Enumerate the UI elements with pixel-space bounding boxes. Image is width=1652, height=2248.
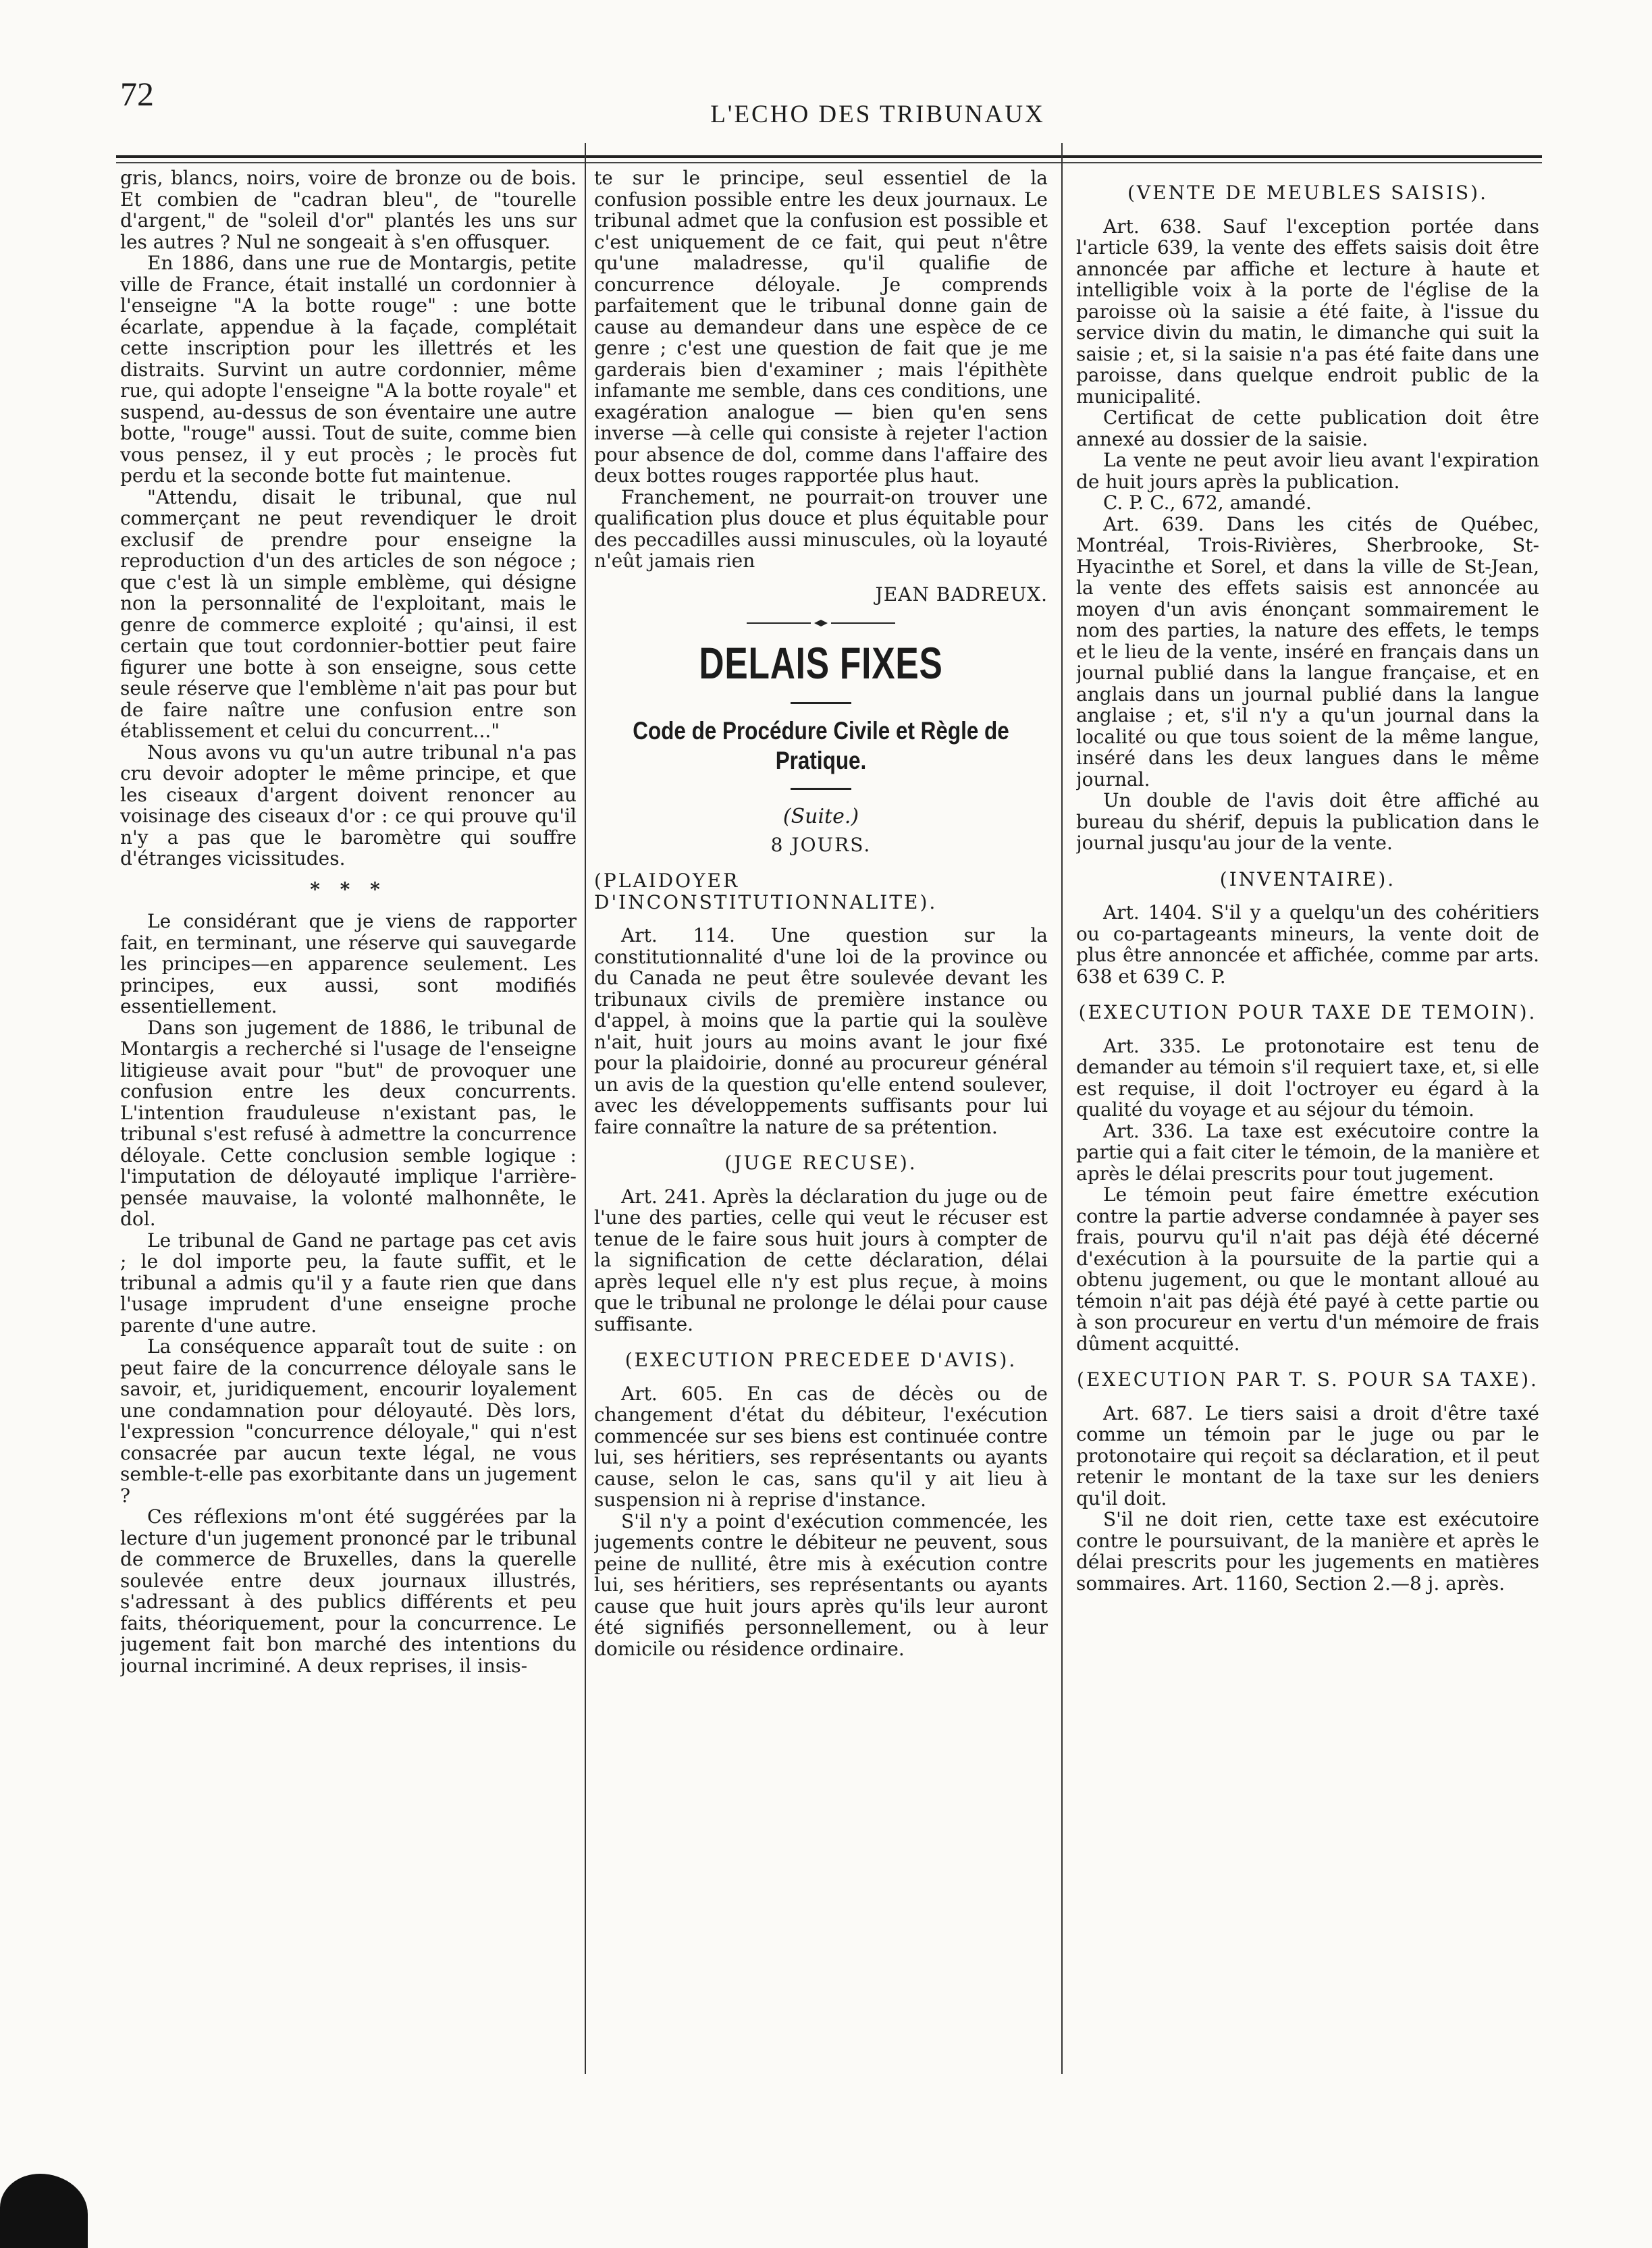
ornament-divider	[747, 618, 895, 628]
subsection-heading: (EXECUTION POUR TAXE DE TEMOIN).	[1078, 1001, 1537, 1023]
column-divider-2	[1061, 143, 1063, 2074]
article-continued: Un double de l'avis doit être affiché au bureau du shérif, depuis la publication dans le journal jusqu'au jour de la vente.	[1076, 789, 1539, 854]
article-continued: S'il n'y a point d'exécution commencée, les jugements contre le débiteur ne peuvent, sous peine de nullité, être mis à exécution contre lui, ses héritiers, ses représentants ou ayants cause que huit jours après qu'ils leur auront été signifiés personnellement, ou à leur domicile ou résidence ordinaire.	[594, 1509, 1048, 1660]
article: Art. 605. En cas de décès ou de changement d'état du débiteur, l'exécution commencée sur ses biens est continuée contre lui, ses héritiers, ses représentants ou ayants cause, selon le cas, sans qu'il y ait lieu à suspension ni à reprise d'instance.	[594, 1382, 1048, 1511]
delay-heading: 8 JOURS.	[770, 833, 872, 856]
column-divider-1	[585, 143, 586, 2074]
article: Art. 335. Le protonotaire est tenu de demander au témoin s'il requiert taxe, et, si elle est requise, il doit l'octroyer eu égard à la qualité du voyage et au séjour du témoin.	[1076, 1034, 1539, 1121]
paragraph: Ces réflexions m'ont été suggérées par la lecture d'un jugement prononcé par le tribunal de commerce de Bruxelles, dans la querelle soulevée entre deux journaux illustrés, s'adressant à des publics différents et peu faits, théoriquement, pour la concurrence. Le jugement fait bon marché des intentions du journal incriminé. A deux reprises, il insis-	[120, 1505, 577, 1677]
subtitle-rule	[791, 788, 851, 790]
article: Art. 241. Après la déclaration du juge ou de l'une des parties, celle qui veut le récuser est tenue de le faire sous huit jours à compter de la signification de cette déclaration, délai après lequel elle n'y est plus reçue, à moins que le tribunal ne prolonge le délai pour cause suffisante.	[594, 1185, 1048, 1335]
subsection-heading: (EXECUTION PAR T. S. POUR SA TAXE).	[1077, 1368, 1539, 1391]
column-middle	[594, 167, 1048, 2105]
article-continued: Le témoin peut faire émettre exécution contre la partie adverse condamnée à payer ses frais, pourvu qu'il n'ait pas déjà été décerné d'exécution à la poursuite de la partie qui a obtenu jugement, ou que le montant alloué au témoin n'ait pas déjà été payé à cette partie ou à son procureur en vertu d'un mémoire de frais dûment acquitté.	[1076, 1183, 1539, 1355]
author-signature: JEAN BADREUX.	[875, 583, 1048, 606]
subsection-heading: (INVENTAIRE).	[1219, 867, 1396, 890]
paragraph: gris, blancs, noirs, voire de bronze ou de bois. Et combien de "cadran bleu", de "tourelle d'argent," de "soleil d'or" plantés les uns sur les autres ? Nul ne songeait à s'en offusquer.	[120, 167, 577, 253]
article: Art. 1404. S'il y a quelqu'un des cohéritiers ou co-partageants mineurs, la vente doit de plus être annoncée et affichée, comme par arts. 638 et 639 C. P.	[1076, 901, 1539, 988]
paragraph: Dans son jugement de 1886, le tribunal de Montargis a recherché si l'usage de l'enseigne litigieuse avait pour "but" de provoquer une confusion entre les deux concurrents. L'intention frauduleuse n'existant pas, le tribunal s'est refusé à admettre la concurrence déloyale. Cette conclusion semble logique : l'imputation de déloyauté implique l'arrière-pensée mauvaise, la volonté malhonnête, le dol.	[120, 1016, 577, 1230]
subsection-heading: (EXECUTION PRECEDEE D'AVIS).	[624, 1349, 1017, 1371]
column-right	[1076, 167, 1539, 2105]
article: Art. 336. La taxe est exécutoire contre la partie qui a fait citer le témoin, de la manière et après le délai prescrits pour tout jugement.	[1076, 1119, 1539, 1185]
title-rule	[791, 702, 851, 704]
paragraph: "Attendu, disait le tribunal, que nul commerçant ne peut revendiquer le droit exclusif de prendre pour enseigne la reproduction d'un des articles de son négoce ; que c'est là un simple emblème, qui désigne non la personnalité de l'exploitant, mais le genre de commerce exploité ; qu'ainsi, il est certain que tout cordonnier-bottier peut faire figurer une botte à son enseigne, sous cette seule réserve que l'emblème n'ait pas pour but de faire naître une confusion entre son établissement et celui du concurrent..."	[120, 485, 577, 742]
subsection-heading: (PLAIDOYER D'INCONSTITUTIONNALITE).	[594, 869, 938, 913]
header-rule-thin	[116, 162, 1542, 163]
article-continued: Certificat de cette publication doit être annexé au dossier de la saisie.	[1076, 406, 1539, 450]
section-title: DELAIS FIXES	[699, 638, 943, 688]
citation: C. P. C., 672, amandé.	[1103, 491, 1312, 514]
section-break-stars: * * *	[310, 878, 387, 901]
scan-edge-blot	[0, 2174, 88, 2248]
paragraph: Le considérant que je viens de rapporter fait, en terminant, une réserve qui sauvegarde les principes—en apparence seulement. Les principes, eux aussi, sont modifiés essentiellement.	[120, 910, 577, 1017]
article: Art. 638. Sauf l'exception portée dans l'article 639, la vente des effets saisis doit être annoncée par affiche et lecture à haute et intelligible voix à la porte de l'église de la paroisse où la saisie a été faite, à l'issue du service divin du matin, le dimanche qui suit la saisie ; et, si la saisie n'a pas été faite dans une paroisse, dans quelque endroit public de la municipalité.	[1076, 215, 1539, 408]
running-head: L'ECHO DES TRIBUNAUX	[710, 101, 1045, 128]
paragraph: te sur le principe, seul essentiel de la confusion possible entre les deux journaux. Le tribunal admet que la confusion est possible et c'est uniquement de ce fait, qui peut n'être qu'une maladresse, qu'il qualifie de concurrence déloyale. Je comprends parfaitement que le tribunal donne gain de cause au demandeur dans une espèce de ce genre ; c'est une question de fait que je me garderais bien d'examiner ; mais l'épithète infamante me semble, dans ces conditions, une exagération analogue — bien qu'en sens inverse —à celle qui consiste à rejeter l'action pour absence de dol, comme dans l'affaire des deux bottes rouges rapportée plus haut.	[594, 167, 1048, 487]
article: Art. 639. Dans les cités de Québec, Montréal, Trois-Rivières, Sherbrooke, St-Hyacinthe et Sorel, et dans la ville de St-Jean, la vente des effets saisis est annoncée au moyen d'un avis énonçant sommairement le nom des parties, la nature des effets, le temps et le lieu de la vente, inséré en français dans un journal publié dans la langue française, et en anglais dans un journal publié dans la langue anglaise ; et, s'il n'y a qu'un journal dans la localité ou que tous soient de la même langue, inséré dans les deux langues dans le même journal.	[1076, 512, 1539, 791]
paragraph: Nous avons vu qu'un autre tribunal n'a pas cru devoir adopter le même principe, et que les ciseaux d'argent doivent renoncer au voisinage des ciseaux d'or : ce qui prouve qu'il n'y a pas que le baromètre qui souffre d'étranges vicissitudes.	[120, 741, 577, 869]
subsection-heading: (JUGE RECUSE).	[724, 1152, 917, 1174]
article-continued: S'il ne doit rien, cette taxe est exécutoire contre le poursuivant, de la manière et après le délai prescrits pour les jugements en matières sommaires. Art. 1160, Section 2.—8 j. après.	[1076, 1508, 1539, 1595]
paragraph: La conséquence apparaît tout de suite : on peut faire de la concurrence déloyale sans le savoir, et, juridiquement, encourir loyalement une condamnation pour déloyauté. Dès lors, l'expression "concurrence déloyale," qui n'est consacrée par aucun texte légal, ne vous semble-t-elle pas exorbitante dans un jugement ?	[120, 1335, 577, 1507]
paragraph: En 1886, dans une rue de Montargis, petite ville de France, était installé un cordonnier à l'enseigne "A la botte rouge" : une botte écarlate, appendue à la façade, complétait cette inscription pour les illettrés et les distraits. Survint un autre cordonnier, même rue, qui adopte l'enseigne "A la botte royale" et suspend, au-dessus de son éventaire une autre botte, "rouge" aussi. Tout de suite, comme bien vous pensez, il y eut procès ; le procès fut perdu et la seconde botte fut maintenue.	[120, 252, 577, 487]
paragraph: Franchement, ne pourrait-on trouver une qualification plus douce et plus équitable pour des peccadilles aussi minuscules, où la loyauté n'eût jamais rien	[594, 485, 1048, 572]
article-continued: La vente ne peut avoir lieu avant l'expiration de huit jours après la publication.	[1076, 449, 1539, 493]
article: Art. 687. Le tiers saisi a droit d'être taxé comme un témoin par le juge ou par le protonotaire qui reçoit sa déclaration, et il peut retenir le montant de la taxe sur les deniers qu'il doit.	[1076, 1401, 1539, 1509]
header-rule	[116, 155, 1542, 158]
article: Art. 114. Une question sur la constitutionnalité d'une loi de la province ou du Canada ne peut être soulevée devant les tribunaux civils de première instance ou d'appel, à moins que la partie qui la soulève n'ait, huit jours au moins avant le jour fixé pour la plaidoirie, donné au procureur général un avis de la question qu'elle entend soulever, avec les développements suffisants pour lui faire connaître la nature de sa prétention.	[594, 924, 1048, 1138]
column-left	[120, 167, 577, 2105]
paragraph: Le tribunal de Gand ne partage pas cet avis ; le dol importe peu, la faute suffit, et le tribunal a admis qu'il y a faute rien que dans l'usage imprudent d'une enseigne proche parente d'une autre.	[120, 1229, 577, 1337]
subsection-heading: (VENTE DE MEUBLES SAISIS).	[1127, 182, 1488, 204]
page-number: 72	[120, 75, 154, 113]
continuation-note: (Suite.)	[782, 805, 859, 828]
section-subtitle: Code de Procédure Civile et Règle de Pratique.	[633, 717, 1009, 774]
